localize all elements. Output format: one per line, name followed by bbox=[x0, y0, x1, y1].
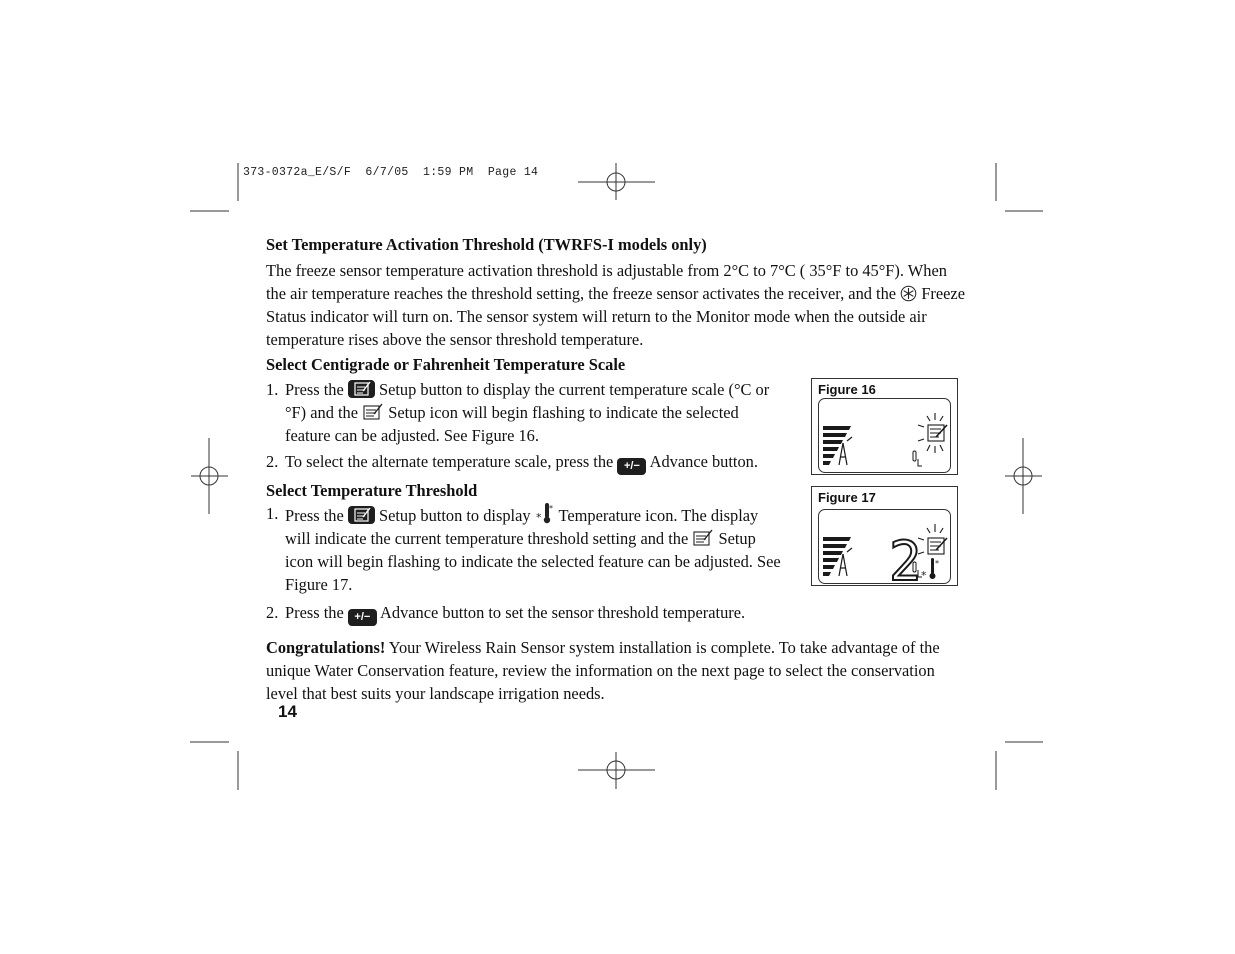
section-heading-scale: Select Centigrade or Fahrenheit Temperature Scale bbox=[266, 355, 626, 374]
threshold-paragraph bbox=[266, 259, 966, 351]
step-text: Press the bbox=[285, 603, 344, 622]
lcd-display bbox=[818, 509, 951, 584]
congratulations-lead: Congratulations! bbox=[266, 638, 386, 657]
setup-pad-icon bbox=[362, 403, 384, 421]
step-text: Advance button to set the sensor threshold temperature. bbox=[380, 603, 746, 622]
figure-16-label: Figure 16 bbox=[818, 382, 876, 397]
threshold-step-2 bbox=[266, 601, 845, 626]
page-number: 14 bbox=[278, 702, 297, 721]
step-text: Setup icon will begin flashing to indicate the selected feature can be adjusted. See Figure 17. bbox=[285, 529, 781, 594]
svg-text:*: * bbox=[548, 504, 553, 513]
section-heading-threshold: Set Temperature Activation Threshold (TWRFS-I models only) bbox=[266, 235, 707, 254]
setup-flash-icon bbox=[918, 524, 947, 554]
step-number: 1. bbox=[266, 504, 279, 523]
threshold-steps bbox=[266, 502, 786, 626]
snowflake-icon bbox=[900, 285, 917, 302]
step-text: Temperature icon. The display will indicate the current temperature threshold setting and the bbox=[285, 506, 759, 548]
svg-text:*: * bbox=[535, 511, 542, 524]
thermometer-small-icon bbox=[913, 451, 922, 466]
threshold-paragraph-a: The freeze sensor temperature activation threshold is adjustable from 2°C to 7°C ( 35°F to 45°F). When the air temperature reaches the threshold setting, the freeze sensor activates the receiver, and the bbox=[266, 261, 947, 303]
setup-button-icon bbox=[348, 380, 375, 398]
threshold-paragraph-b: Freeze Status indicator will turn on. The sensor system will return to the Monitor mode when the outside air temperature rises above the sensor threshold temperature. bbox=[266, 284, 965, 349]
step-text: Advance button. bbox=[649, 452, 758, 471]
lcd-graphics bbox=[819, 399, 950, 472]
advance-button-icon: +/− bbox=[617, 458, 646, 475]
figure-17-label: Figure 17 bbox=[818, 490, 876, 505]
section-heading-select-threshold: Select Temperature Threshold bbox=[266, 481, 478, 500]
setup-flash-icon bbox=[918, 413, 947, 453]
setup-button-icon bbox=[348, 506, 375, 524]
step-text: Setup button to display bbox=[378, 506, 531, 525]
step-text: Press the bbox=[285, 380, 344, 399]
step-text: To select the alternate temperature scale, press the bbox=[285, 452, 614, 471]
threshold-step-1 bbox=[266, 502, 786, 596]
scale-step-1 bbox=[266, 378, 786, 447]
scale-step-2 bbox=[266, 450, 845, 475]
lcd-snow-asterisk: * bbox=[921, 569, 927, 582]
step-text: Setup icon will begin flashing to indicate the selected feature can be adjusted. See Figure 16. bbox=[285, 403, 739, 445]
setup-pad-icon bbox=[692, 529, 714, 547]
step-text: Press the bbox=[285, 506, 344, 525]
step-number: 2. bbox=[266, 603, 279, 622]
svg-text:*: * bbox=[935, 559, 939, 568]
signal-bars-icon bbox=[823, 426, 851, 465]
thermometer-icon bbox=[535, 502, 555, 524]
advance-button-icon: +/− bbox=[348, 609, 377, 626]
congratulations-paragraph bbox=[266, 636, 956, 705]
lcd-graphics bbox=[819, 510, 950, 583]
print-slug: 373-0372a_E/S/F 6/7/05 1:59 PM Page 14 bbox=[243, 166, 539, 179]
step-text: Setup button to display the current temperature scale (°C or °F) and the bbox=[285, 380, 770, 422]
congratulations-text: Your Wireless Rain Sensor system installation is complete. To take advantage of the unique Water Conservation feature, review the information on the next page to select the conservation level that best suits your landscape irrigation needs. bbox=[266, 638, 940, 703]
signal-bars-icon bbox=[823, 537, 851, 576]
figure-16 bbox=[811, 378, 958, 475]
figure-17 bbox=[811, 486, 958, 586]
step-number: 2. bbox=[266, 452, 279, 471]
lcd-display bbox=[818, 398, 951, 473]
lcd-threshold-digit: 2 bbox=[889, 530, 922, 583]
scale-steps bbox=[266, 378, 786, 475]
step-number: 1. bbox=[266, 380, 279, 399]
